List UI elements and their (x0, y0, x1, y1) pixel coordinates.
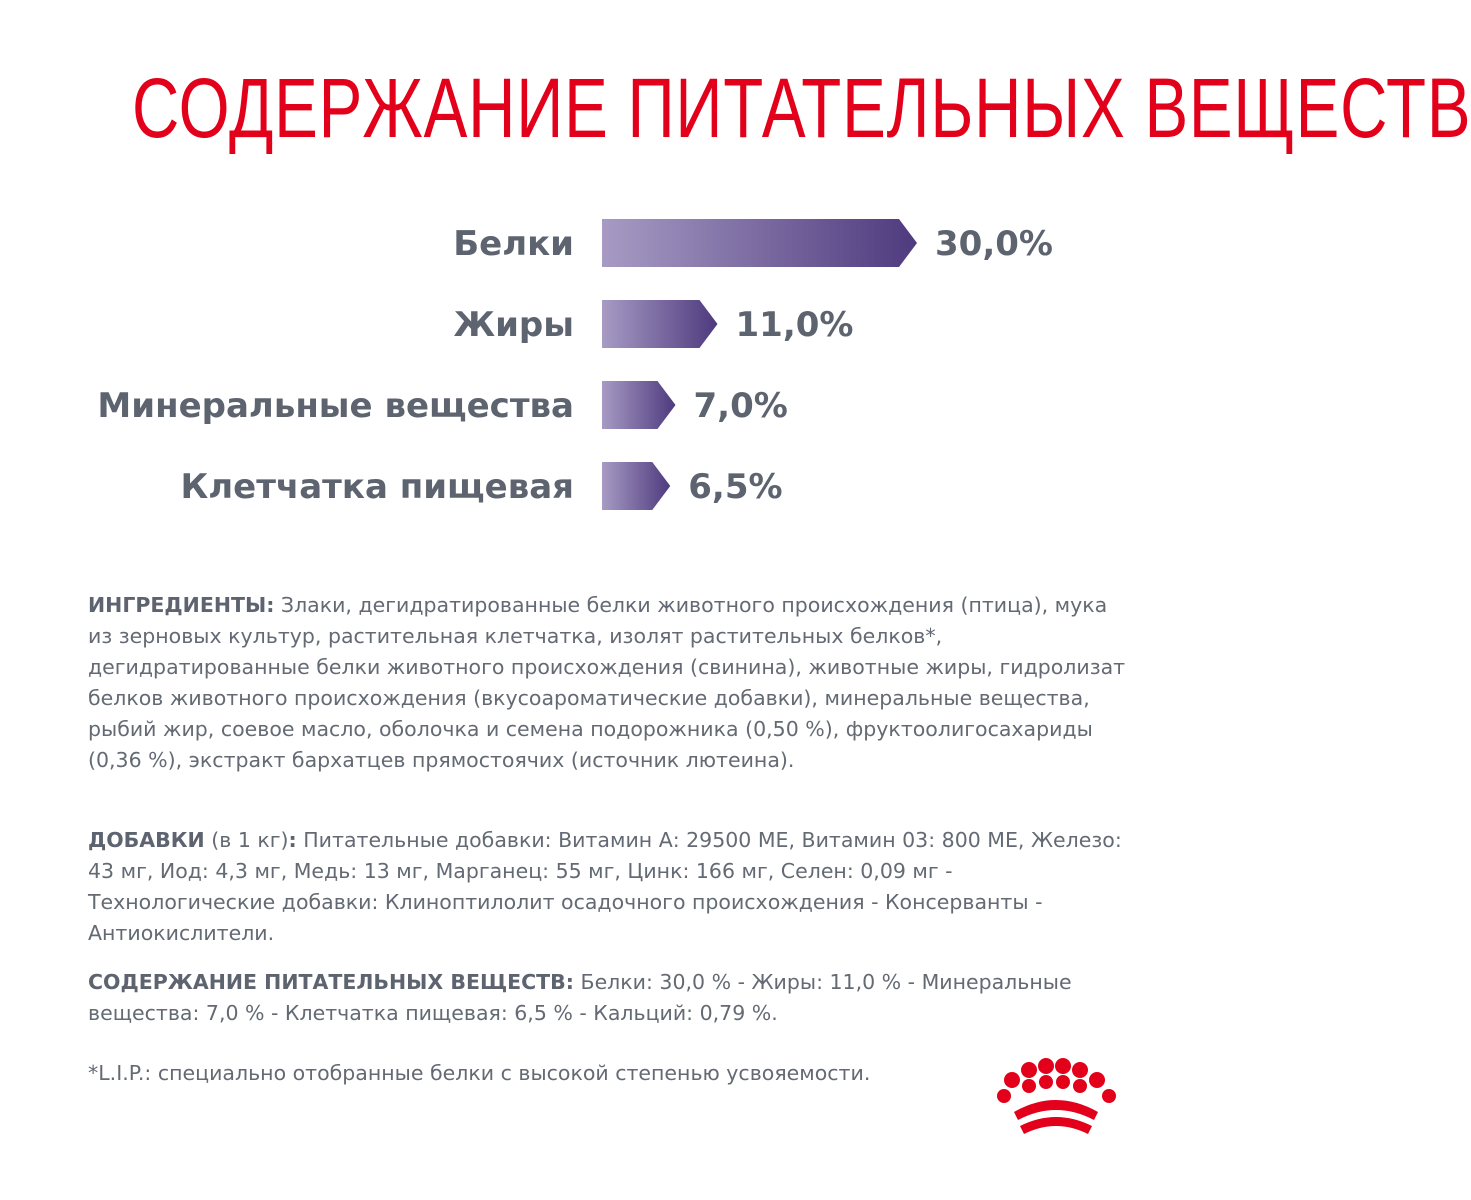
nutrients-body: Белки: 30,0 % - Жиры: 11,0 % - Минеральные вещества: 7,0 % - Клетчатка пищевая: 6,5 % - Кальций: 0,79 %. (88, 970, 1072, 1025)
nutrients-text (88, 967, 1128, 1029)
footnote: *L.I.P.: специально отобранные белки с высокой степенью усвояемости. (88, 1061, 871, 1085)
additives-colon: : (288, 828, 297, 852)
page-title: СОДЕРЖАНИЕ ПИТАТЕЛЬНЫХ ВЕЩЕСТВ (132, 61, 1471, 155)
bar (602, 219, 917, 267)
bar-category-label: Белки (453, 224, 574, 264)
crown-icon (996, 1060, 1126, 1140)
nutrient-bar-chart (0, 200, 1200, 530)
additives-text (88, 825, 1128, 949)
bar-value-label: 6,5% (688, 467, 783, 507)
bar-value-label: 30,0% (935, 224, 1053, 264)
bar (602, 462, 670, 510)
bar-category-label: Минеральные вещества (97, 386, 574, 426)
additives-body: Питательные добавки: Витамин А: 29500 МЕ, Витамин 03: 800 МЕ, Железо: 43 мг, Иод: 4,3 мг, Медь: 13 мг, Марганец: 55 мг, Цинк: 166 мг, Селен: 0,09 мг - Технологические добавки: Клиноптилолит осадочного происхождения - Консерванты - Антиокислители. (88, 828, 1122, 945)
additives-label: ДОБАВКИ (88, 828, 205, 852)
ingredients-text (88, 590, 1128, 776)
bar-category-label: Клетчатка пищевая (180, 467, 574, 507)
ingredients-body: Злаки, дегидратированные белки животного происхождения (птица), мука из зерновых культур, растительная клетчатка, изолят растительных белков*, дегидратированные белки животного происхождения (свинина), животные жиры, гидролизат белков животного происхождения (вкусоароматические добавки), минеральные вещества, рыбий жир, соевое масло, оболочка и семена подорожника (0,50 %), фруктоолигосахариды (0,36 %), экстракт бархатцев прямостоячих (источник лютеина). (88, 593, 1126, 772)
additives-unit: (в 1 кг) (204, 828, 289, 852)
bar (602, 300, 718, 348)
ingredients-label: ИНГРЕДИЕНТЫ: (88, 593, 275, 617)
bar-category-label: Жиры (453, 305, 574, 345)
nutrients-label: СОДЕРЖАНИЕ ПИТАТЕЛЬНЫХ ВЕЩЕСТВ: (88, 970, 574, 994)
bar-value-label: 11,0% (735, 305, 854, 345)
bar-value-label: 7,0% (693, 386, 788, 426)
bar (602, 381, 676, 429)
